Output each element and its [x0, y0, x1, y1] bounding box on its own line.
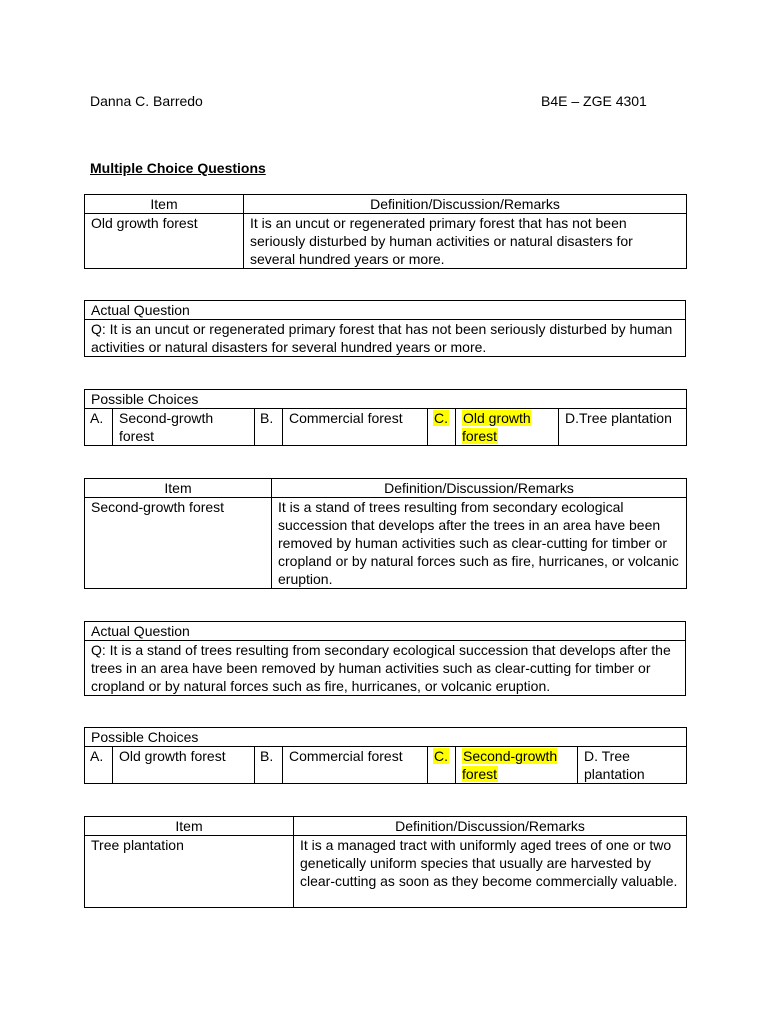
definition-cell: It is an uncut or regenerated primary forest that has not been seriously disturbed by human activities or natural disasters for several hundred years or more. [244, 214, 687, 269]
definition-header: Definition/Discussion/Remarks [294, 817, 687, 836]
choice-a-text: Second-growth forest [113, 409, 255, 446]
choice-b-text: Commercial forest [283, 747, 428, 784]
choice-d-letter: D. [584, 748, 598, 764]
definition-cell: It is a stand of trees resulting from secondary ecological succession that develops after the trees in an area have been removed by human activities such as clear-cutting for timber or cropland or by natural forces such as fire, hurricanes, or volcanic eruption. [272, 498, 687, 589]
choice-d [559, 409, 687, 446]
choice-a-letter: A. [85, 409, 113, 446]
definition-cell: It is a managed tract with uniformly aged trees of one or two genetically uniform species that usually are harvested by clear-cutting as soon as they become commercially valuable. [294, 836, 687, 908]
q1-definition-table [84, 194, 687, 269]
correct-answer-highlight: C. [434, 748, 448, 764]
question-text: Q: It is an uncut or regenerated primary forest that has not been seriously disturbed by human activities or natural disasters for several hundred years or more. [85, 320, 686, 357]
choice-d-text: Tree plantation [579, 410, 672, 426]
correct-answer-highlight: Second-growth forest [462, 748, 558, 782]
question-text: Q: It is a stand of trees resulting from secondary ecological succession that develops after the trees in an area have been removed by human activities such as clear-cutting for timber or cropland or by natural forces such as fire, hurricanes, or volcanic eruption. [85, 641, 686, 696]
student-name: Danna C. Barredo [90, 93, 203, 109]
choice-d-letter: D. [565, 410, 579, 426]
definition-header: Definition/Discussion/Remarks [244, 195, 687, 214]
choice-b-letter: B. [255, 747, 283, 784]
choice-b-text: Commercial forest [283, 409, 428, 446]
course-code: B4E – ZGE 4301 [541, 93, 647, 109]
actual-question-header: Actual Question [85, 301, 686, 320]
definition-header: Definition/Discussion/Remarks [272, 479, 687, 498]
actual-question-header: Actual Question [85, 622, 686, 641]
possible-choices-header: Possible Choices [85, 390, 687, 409]
choice-c-letter [428, 409, 456, 446]
choice-a-letter: A. [85, 747, 113, 784]
item-cell: Second-growth forest [85, 498, 272, 589]
item-cell: Old growth forest [85, 214, 244, 269]
q2-choices-table [84, 727, 687, 784]
possible-choices-header: Possible Choices [85, 728, 687, 747]
item-header: Item [85, 479, 272, 498]
q3-definition-table [84, 816, 687, 908]
choice-c-text [456, 747, 578, 784]
item-cell: Tree plantation [85, 836, 294, 908]
choice-b-letter: B. [255, 409, 283, 446]
q2-definition-table [84, 478, 687, 589]
q2-question-table [84, 621, 686, 696]
section-title: Multiple Choice Questions [90, 160, 266, 176]
item-header: Item [85, 817, 294, 836]
q1-choices-table [84, 389, 687, 446]
correct-answer-highlight: Old growth forest [462, 410, 531, 444]
correct-answer-highlight: C. [434, 410, 448, 426]
choice-d-text: Tree plantation [584, 748, 645, 782]
choice-c-text [456, 409, 559, 446]
choice-a-text: Old growth forest [113, 747, 255, 784]
item-header: Item [85, 195, 244, 214]
choice-d [578, 747, 687, 784]
choice-c-letter [428, 747, 456, 784]
q1-question-table [84, 300, 686, 357]
